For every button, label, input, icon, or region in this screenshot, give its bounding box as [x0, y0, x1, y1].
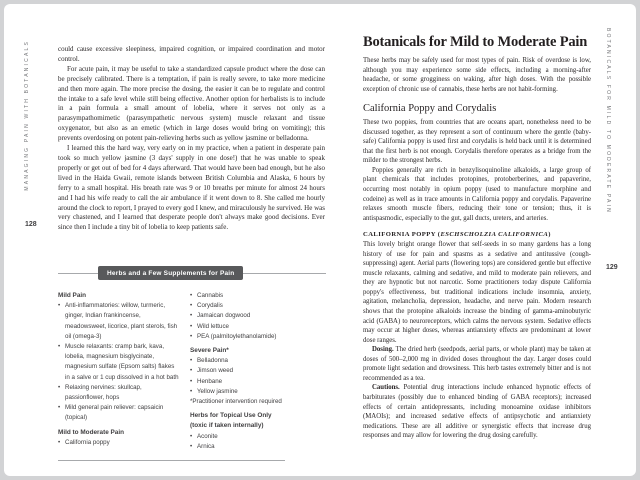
paragraph: could cause excessive sleepiness, impaired cognition, or impaired coordination and motor control.: [58, 45, 325, 63]
table-item: • Mild general pain reliever: capsaicin (topical): [58, 403, 180, 423]
table-columns: [58, 291, 326, 452]
chapter-title: Botanicals for Mild to Moderate Pain: [363, 34, 588, 50]
page-number-right: 129: [606, 264, 618, 271]
table-item: • Belladonna: [190, 356, 326, 366]
table-title-badge: Herbs and a Few Supplements for Pain: [98, 266, 243, 280]
latin-name: ESCHSCHOLZIA CALIFORNICA: [440, 231, 549, 239]
paragraph: This lovely bright orange flower that self-seeds in so many gardens has a long history of use for pain and spasms as a sedative and antitussive (cough-suppressing) agent. Aerial parts (flowering tops) are considered gentle but effective muscle relaxants, calming and sedative, and mild to moderate pain relievers, and they are hypnotic but not narcotic. Some practitioners today dispute California poppy's effectiveness, but traditional indications include insomnia, anxiety, agitation, melancholia, depression, headache, and nerve pain. Modern research shows that the protopine alkaloids increase the binding of gamma-aminobutyric acid (GABA) to neuroreceptors, which calms the nervous system. Sedative effects may occur at higher doses, whereas antianxiety effects are predominant at lower dose ranges.: [363, 241, 591, 344]
book-spread: [4, 4, 636, 476]
table-column-left: [58, 291, 180, 452]
table-item: • Muscle relaxants: cramp bark, kava, lobelia, magnesium bisglycinate, magnesium sulfate (Epsom salts) flakes in a salve or 1 cup dissolved in a hot bath: [58, 342, 180, 383]
dosing-paragraph: [363, 345, 591, 383]
table-item: • Relaxing nervines: skullcap, passionflower, hops: [58, 383, 180, 403]
table-list: [190, 432, 326, 452]
table-column-right: [190, 291, 326, 452]
divider: [58, 273, 98, 274]
table-item: • Aconite: [190, 432, 326, 442]
divider: [58, 460, 285, 461]
left-page-text-column: [58, 45, 325, 233]
right-page-text-column: [363, 34, 591, 441]
page-number-left: 128: [25, 221, 37, 228]
paragraph: These herbs may be safely used for most types of pain. Risk of overdose is low, although you may experience some side effects, including a morning-after headache, or some grogginess on waking, after high doses. With the possible exception of chronic use of cannabis, these herbs are not habit-forming.: [363, 57, 591, 93]
table-list: [58, 438, 180, 448]
cautions-paragraph: [363, 383, 591, 440]
table-item: • Cannabis: [190, 291, 326, 301]
table-item: • Jamaican dogwood: [190, 311, 326, 321]
table-item: • Wild lettuce: [190, 322, 326, 332]
table-item: • Corydalis: [190, 301, 326, 311]
table-list: [58, 301, 180, 423]
table-list: [190, 291, 326, 342]
subsection-title-text: ): [548, 231, 551, 239]
cautions-label: Cautions.: [372, 384, 400, 392]
divider: [243, 273, 326, 274]
running-head-left: MANAGING PAIN WITH BOTANICALS: [24, 40, 30, 191]
table-item: • Anti-inflammatories: willow, turmeric, ginger, Indian frankincense, meadowsweet, licorice, plant sterols, fish oil (omega-3): [58, 301, 180, 342]
paragraph: For acute pain, it may be useful to take a standardized capsule product where the dose can be precisely calibrated. There is a temptation, if pain is really severe, to take more medicine and then more again. The more precise the dosing, the easier it can be to regulate and control the intake to a safe level while still being effective. Another option for herbalists is to include in a pain formula a small amount of lobelia, where it serves not only as a parasympathomimetic (parasympathetic nervous system) muscle relaxant and tissue oxygenator, but also as an emetic (which in large doses would bring on vomiting); this prevents overdosing on potent pain-relieving herbs such as yellow jasmine or belladonna.: [58, 64, 325, 143]
dosing-text: The dried herb (seedpods, aerial parts, or whole plant) may be taken at doses of 500–2,000 mg in divided doses throughout the day. Larger doses could promote light sedation and drowsiness. This herb tastes extremely bitter and is not recommended as a tea.: [363, 346, 591, 382]
table-list: [190, 356, 326, 397]
section-title: California Poppy and Corydalis: [363, 103, 497, 115]
table-item: • Henbane: [190, 377, 326, 387]
table-section-heading: Severe Pain*: [190, 347, 229, 355]
herbs-supplements-table: [58, 266, 326, 461]
subsection-title: [363, 231, 591, 238]
table-section-heading: (toxic if taken internally): [190, 422, 264, 430]
table-item: • California poppy: [58, 438, 180, 448]
table-item: • Yellow jasmine: [190, 387, 326, 397]
paragraph: These two poppies, from countries that are oceans apart, nonetheless need to be discussed together, as they represent a sort of continuum where the gentle (baby-safe) California poppy is used first and corydalis is held back until it is determined that the first herb is not enough. Corydalis therefore operates as a bridge from the milder to the strongest herbs.: [363, 119, 591, 165]
table-title-row: [58, 266, 326, 280]
cautions-text: Potential drug interactions include enhanced hypnotic effects of barbiturates (possibly due to enhanced binding of GABA receptors); increased effects of certain antidepressants, including monoamine oxidase inhibitors (MAOIs); and increased sedative effects of antipsychotic and antianxiety medications. These are all additive or synergistic effects that increase drug responses and may allow for lowering the drug dosing carefully.: [363, 384, 591, 440]
running-head-right: BOTANICALS FOR MILD TO MODERATE PAIN: [605, 28, 611, 214]
table-section-heading: Herbs for Topical Use Only: [190, 412, 272, 420]
table-section-heading: Mild to Moderate Pain: [58, 428, 125, 436]
table-item: • PEA (palmitoylethanolamide): [190, 332, 326, 342]
table-footnote: *Practitioner intervention required: [190, 398, 282, 406]
dosing-label: Dosing.: [372, 346, 394, 354]
table-item: • Jimson weed: [190, 366, 326, 376]
table-item: • Arnica: [190, 442, 326, 452]
paragraph: Poppies generally are rich in benzylisoquinoline alkaloids, a large group of plant chemicals that includes protopines, protoberberines, and papaverine, occurring most notably in opium poppy (used to manufacture morphine and codeine) as well as in trace amounts in California poppy and corydalis. Papaverine relaxes smooth muscle fibers, reducing their tone or tension; thus, it is antispasmodic, especially to the gut, gall ducts, ureters, and arteries.: [363, 166, 591, 222]
table-section-heading: Mild Pain: [58, 292, 87, 299]
paragraph: I learned this the hard way, very early on in my practice, when a patient in desperate pain took so much yellow jasmine (3 days' supply in one dose!) that he was unable to speak properly or get out of bed for 4 days afterward. That would have been bad enough, but he also lived in the Haida Gwaii, remote islands between British Columbia and Alaska, 6 hours by ferry to a small hospital. His breath rate was 9 or 10 breaths per minute for almost 24 hours and I had his wife ready to call the air ambulance if it went down to 8. She called me hourly around the clock to report, I prayed to every god I knew, and miraculously he survived. He was very chastened, and I learned that desperate people don't always make good decisions. Ever since then I include a tiny bit of lobelia to keep patients safe.: [58, 144, 325, 232]
subsection-title-text: CALIFORNIA POPPY (: [363, 231, 441, 239]
